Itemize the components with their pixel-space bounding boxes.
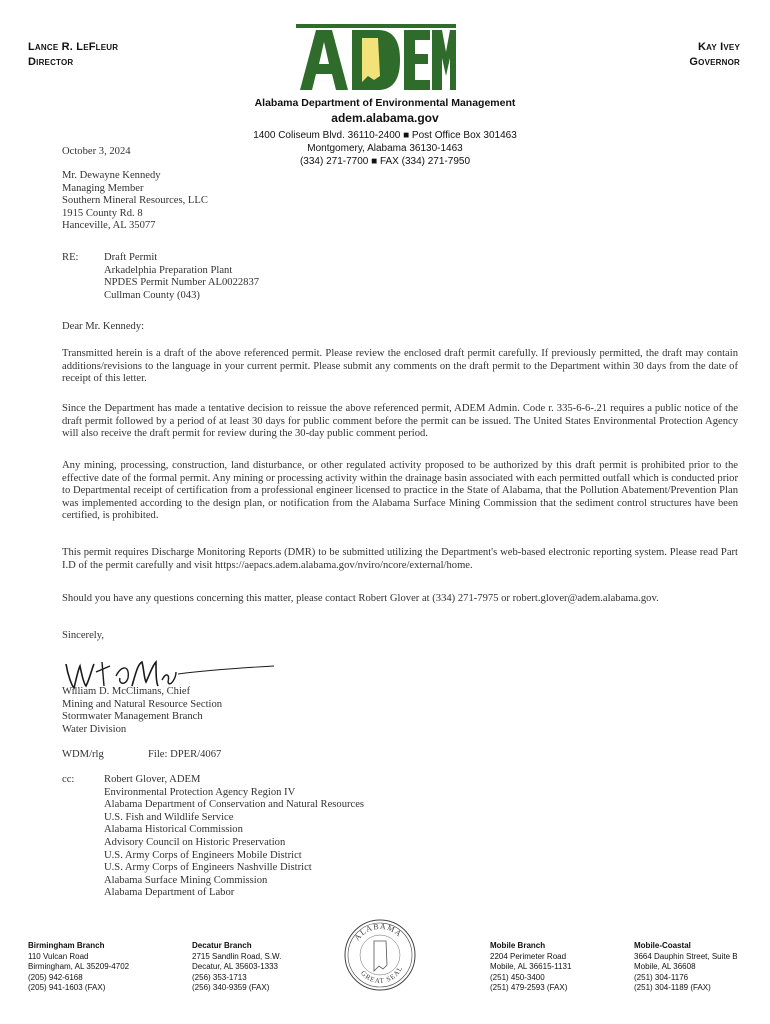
cc-item: Environmental Protection Agency Region IV bbox=[104, 786, 296, 798]
cc-item: U.S. Fish and Wildlife Service bbox=[104, 811, 234, 823]
file-reference: File: DPER/4067 bbox=[148, 749, 222, 760]
branch-mobile bbox=[490, 941, 571, 994]
signer-line: Mining and Natural Resource Section bbox=[62, 698, 223, 710]
paragraph-prohibition: Any mining, processing, construction, land disturbance, or other regulated activity proposed to be authorized by this draft permit is prohibited prior to the effective date of the formal permit. Any mining or processing activity within the drainage basin associated with each permitted outfall which is conducted prior to Departmental receipt of certification from a professional engineer licensed to practice in the State of Alabama, that the Pollution Abatement/Prevention Plan was implemented according to the design plan, or notification from the Alabama Surface Mining Commission that the sediment control structures have been certified, is prohibited. bbox=[62, 460, 738, 522]
cc-item: Alabama Surface Mining Commission bbox=[104, 874, 268, 886]
cc-item: Robert Glover, ADEM bbox=[104, 774, 201, 785]
branch-name: Decatur Branch bbox=[192, 941, 252, 950]
seal-text-top: ALABAMA bbox=[352, 921, 404, 943]
agency-website[interactable]: adem.alabama.gov bbox=[331, 111, 439, 125]
cc-item: U.S. Army Corps of Engineers Mobile District bbox=[104, 849, 302, 861]
paragraph-public-notice: Since the Department has made a tentative decision to reissue the above referenced permit, ADEM Admin. Code r. 335-6-6-.21 requires a public notice of the draft permit followed by a period of at least 30 days for public comment before the permit can be issued. The United States Environmental Protection Agency will also receive the draft permit for review during the 30-day public comment period. bbox=[62, 403, 738, 440]
re-line: Cullman County (043) bbox=[104, 289, 200, 301]
signer-line: Stormwater Management Branch bbox=[62, 711, 203, 723]
branch-birmingham bbox=[28, 941, 129, 994]
paragraph-contact: Should you have any questions concerning this matter, please contact Robert Glover at (334) 271-7975 or robert.glover@adem.alabama.gov. bbox=[62, 593, 659, 604]
letter-date: October 3, 2024 bbox=[62, 146, 131, 157]
governor-block bbox=[689, 40, 740, 70]
governor-title: Governor bbox=[689, 56, 740, 68]
agency-name: Alabama Department of Environmental Management bbox=[254, 97, 516, 109]
cc-list bbox=[104, 774, 364, 900]
branch-line: (205) 942-6168 bbox=[28, 972, 83, 982]
re-label: RE: bbox=[62, 252, 79, 263]
adem-logo bbox=[296, 24, 456, 92]
recipient-line: Mr. Dewayne Kennedy bbox=[62, 170, 161, 181]
recipient-address bbox=[62, 170, 208, 233]
re-block bbox=[104, 252, 259, 302]
branch-line: (205) 941-1603 (FAX) bbox=[28, 983, 106, 992]
paragraph-dmr: This permit requires Discharge Monitoring Reports (DMR) to be submitted utilizing the Department's web-based electronic reporting system. Please read Part I.D of the permit carefully and visit https://aepacs.adem.alabama.gov/nviro/ncore/external/home. bbox=[62, 547, 738, 571]
recipient-line: 1915 County Rd. 8 bbox=[62, 207, 143, 219]
branch-line: 110 Vulcan Road bbox=[28, 951, 89, 961]
branch-line: Mobile, AL 36615-1131 bbox=[490, 962, 572, 971]
address-line-3: (334) 271-7700 ■ FAX (334) 271-7950 bbox=[299, 156, 471, 167]
signer-line: Water Division bbox=[62, 723, 127, 735]
branch-line: (251) 479-2593 (FAX) bbox=[490, 983, 568, 992]
adem-logo-graphic bbox=[296, 24, 456, 92]
address-line-1: 1400 Coliseum Blvd. 36110-2400 ■ Post Office Box 301463 bbox=[253, 130, 517, 141]
re-line: NPDES Permit Number AL0022837 bbox=[104, 277, 260, 289]
salutation: Dear Mr. Kennedy: bbox=[62, 321, 145, 332]
seal-graphic bbox=[342, 917, 418, 993]
alabama-great-seal bbox=[342, 917, 418, 993]
governor-name: Kay Ivey bbox=[697, 41, 740, 53]
director-block bbox=[28, 40, 118, 70]
cc-item: Alabama Historical Commission bbox=[104, 824, 243, 836]
re-line: Draft Permit bbox=[104, 252, 158, 263]
director-title: Director bbox=[28, 56, 74, 68]
director-name: Lance R. LeFleur bbox=[28, 41, 119, 53]
branch-name: Mobile Branch bbox=[490, 941, 546, 950]
cc-label: cc: bbox=[62, 774, 75, 785]
branch-line: 2204 Perimeter Road bbox=[490, 951, 567, 961]
branch-line: Birmingham, AL 35209-4702 bbox=[28, 962, 130, 971]
cc-item: Advisory Council on Historic Preservation bbox=[104, 836, 286, 848]
branch-line: (251) 450-3400 bbox=[490, 972, 545, 982]
closing: Sincerely, bbox=[62, 630, 104, 641]
initials: WDM/rlg bbox=[62, 749, 104, 760]
branch-line: (256) 353-1713 bbox=[192, 972, 247, 982]
cc-item: Alabama Department of Conservation and Natural Resources bbox=[104, 799, 365, 811]
branch-line: Mobile, AL 36608 bbox=[634, 962, 696, 971]
branch-line: Decatur, AL 35603-1333 bbox=[192, 962, 278, 971]
branch-mobile-coastal bbox=[634, 941, 738, 994]
recipient-line: Managing Member bbox=[62, 182, 144, 194]
re-line: Arkadelphia Preparation Plant bbox=[104, 264, 233, 276]
signer-block bbox=[62, 686, 222, 736]
recipient-line: Hanceville, AL 35077 bbox=[62, 220, 156, 232]
signer-line: William D. McClimans, Chief bbox=[62, 686, 191, 697]
branch-line: (251) 304-1189 (FAX) bbox=[634, 983, 711, 992]
branch-name: Mobile-Coastal bbox=[634, 941, 691, 950]
branch-line: 3664 Dauphin Street, Suite B bbox=[634, 951, 738, 961]
cc-item: Alabama Department of Labor bbox=[104, 887, 235, 899]
branch-line: (256) 340-9359 (FAX) bbox=[192, 983, 270, 992]
seal-text-bottom: GREAT SEAL bbox=[358, 964, 405, 986]
address-line-2: Montgomery, Alabama 36130-1463 bbox=[307, 143, 463, 154]
paragraph-transmittal: Transmitted herein is a draft of the above referenced permit. Please review the enclosed draft permit carefully. If previously permitted, the draft may contain additions/revisions to the language in your current permit. Please submit any comments on the draft permit to the Department within 30 days from the date of receipt of this letter. bbox=[62, 348, 738, 385]
recipient-line: Southern Mineral Resources, LLC bbox=[62, 195, 208, 207]
branch-decatur bbox=[192, 941, 281, 994]
branch-line: (251) 304-1176 bbox=[634, 972, 689, 982]
cc-item: U.S. Army Corps of Engineers Nashville District bbox=[104, 862, 312, 874]
branch-name: Birmingham Branch bbox=[28, 941, 105, 950]
branch-line: 2715 Sandlin Road, S.W. bbox=[192, 951, 282, 961]
